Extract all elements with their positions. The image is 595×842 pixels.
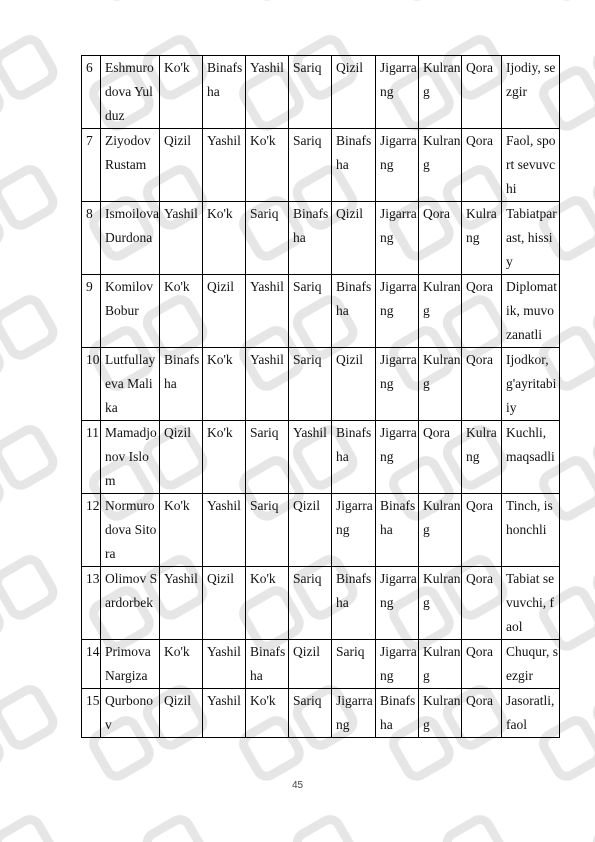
traits-cell: Diplomatik, muvozanatli bbox=[502, 275, 560, 348]
student-name-cell: Qurbonov bbox=[101, 689, 160, 738]
color-4-cell: Sariq bbox=[289, 129, 332, 202]
color-7-cell: Kulrang bbox=[419, 275, 462, 348]
traits-cell: Tinch, ishonchli bbox=[502, 494, 560, 567]
color-3-cell: Yashil bbox=[246, 348, 289, 421]
color-7-cell: Qora bbox=[419, 421, 462, 494]
watermark-mark bbox=[90, 816, 207, 842]
color-5-cell: Qizil bbox=[332, 348, 376, 421]
traits-cell: Tabiatparast, hissiy bbox=[502, 202, 560, 275]
student-name-cell: Ziyodov Rustam bbox=[101, 129, 160, 202]
color-4-cell: Sariq bbox=[289, 348, 332, 421]
color-6-cell: Jigarrang bbox=[376, 348, 419, 421]
traits-cell: Faol, sport sevuvchi bbox=[502, 129, 560, 202]
color-7-cell: Kulrang bbox=[419, 689, 462, 738]
color-6-cell: Binafsha bbox=[376, 494, 419, 567]
traits-cell: Tabiat sevuvchi, faol bbox=[502, 567, 560, 640]
color-1-cell: Binafsha bbox=[160, 348, 203, 421]
color-4-cell: Binafsha bbox=[289, 202, 332, 275]
color-1-cell: Qizil bbox=[160, 689, 203, 738]
color-3-cell: Sariq bbox=[246, 421, 289, 494]
traits-cell: Ijodiy, sezgir bbox=[502, 56, 560, 129]
color-8-cell: Qora bbox=[462, 640, 502, 689]
color-7-cell: Kulrang bbox=[419, 640, 462, 689]
color-7-cell: Kulrang bbox=[419, 129, 462, 202]
color-3-cell: Binafsha bbox=[246, 640, 289, 689]
watermark-mark bbox=[0, 36, 57, 130]
color-6-cell: Jigarrang bbox=[376, 421, 419, 494]
color-3-cell: Ko'k bbox=[246, 567, 289, 640]
color-7-cell: Kulrang bbox=[419, 348, 462, 421]
color-5-cell: Binafsha bbox=[332, 275, 376, 348]
row-number-cell: 7 bbox=[82, 129, 101, 202]
color-7-cell: Qora bbox=[419, 202, 462, 275]
color-2-cell: Qizil bbox=[203, 567, 246, 640]
row-number-cell: 11 bbox=[82, 421, 101, 494]
color-2-cell: Ko'k bbox=[203, 348, 246, 421]
color-2-cell: Qizil bbox=[203, 275, 246, 348]
color-2-cell: Binafsha bbox=[203, 56, 246, 129]
color-1-cell: Qizil bbox=[160, 129, 203, 202]
color-2-cell: Yashil bbox=[203, 689, 246, 738]
color-1-cell: Yashil bbox=[160, 567, 203, 640]
color-2-cell: Ko'k bbox=[203, 421, 246, 494]
student-name-cell: Eshmurodova Yulduz bbox=[101, 56, 160, 129]
table-row bbox=[82, 494, 560, 567]
student-name-cell: Olimov Sardorbek bbox=[101, 567, 160, 640]
color-8-cell: Qora bbox=[462, 494, 502, 567]
table-row bbox=[82, 275, 560, 348]
student-name-cell: Lutfullayeva Malika bbox=[101, 348, 160, 421]
watermark-mark bbox=[0, 816, 57, 842]
color-8-cell: Qora bbox=[462, 348, 502, 421]
color-2-cell: Yashil bbox=[203, 494, 246, 567]
row-number-cell: 6 bbox=[82, 56, 101, 129]
color-1-cell: Qizil bbox=[160, 421, 203, 494]
table-row bbox=[82, 421, 560, 494]
color-3-cell: Ko'k bbox=[246, 689, 289, 738]
color-3-cell: Sariq bbox=[246, 494, 289, 567]
color-8-cell: Qora bbox=[462, 689, 502, 738]
student-name-cell: Ismoilova Durdona bbox=[101, 202, 160, 275]
watermark-mark bbox=[0, 166, 57, 260]
color-4-cell: Sariq bbox=[289, 56, 332, 129]
color-5-cell: Qizil bbox=[332, 202, 376, 275]
color-5-cell: Binafsha bbox=[332, 421, 376, 494]
data-table bbox=[81, 55, 560, 738]
row-number-cell: 9 bbox=[82, 275, 101, 348]
row-number-cell: 15 bbox=[82, 689, 101, 738]
traits-cell: Chuqur, sezgir bbox=[502, 640, 560, 689]
color-5-cell: Binafsha bbox=[332, 567, 376, 640]
table-row bbox=[82, 348, 560, 421]
watermark-mark bbox=[390, 816, 507, 842]
color-7-cell: Kulrang bbox=[419, 56, 462, 129]
color-8-cell: Qora bbox=[462, 567, 502, 640]
row-number-cell: 12 bbox=[82, 494, 101, 567]
color-6-cell: Jigarrang bbox=[376, 640, 419, 689]
row-number-cell: 8 bbox=[82, 202, 101, 275]
row-number-cell: 14 bbox=[82, 640, 101, 689]
color-4-cell: Yashil bbox=[289, 421, 332, 494]
student-name-cell: Komilov Bobur bbox=[101, 275, 160, 348]
color-6-cell: Jigarrang bbox=[376, 129, 419, 202]
color-5-cell: Binafsha bbox=[332, 129, 376, 202]
page-number: 45 bbox=[291, 780, 304, 791]
color-7-cell: Kulrang bbox=[419, 567, 462, 640]
table-row bbox=[82, 689, 560, 738]
student-name-cell: Mamadjonov Islom bbox=[101, 421, 160, 494]
watermark-mark bbox=[240, 816, 357, 842]
color-1-cell: Yashil bbox=[160, 202, 203, 275]
watermark-mark bbox=[0, 686, 57, 780]
watermark-mark bbox=[0, 426, 57, 520]
color-8-cell: Qora bbox=[462, 56, 502, 129]
color-6-cell: Jigarrang bbox=[376, 567, 419, 640]
traits-cell: Jasoratli, faol bbox=[502, 689, 560, 738]
color-1-cell: Ko'k bbox=[160, 640, 203, 689]
color-3-cell: Ko'k bbox=[246, 129, 289, 202]
watermark-mark bbox=[540, 816, 595, 842]
color-3-cell: Yashil bbox=[246, 56, 289, 129]
watermark-mark bbox=[0, 296, 57, 390]
color-4-cell: Sariq bbox=[289, 275, 332, 348]
table-row bbox=[82, 202, 560, 275]
traits-cell: Kuchli, maqsadli bbox=[502, 421, 560, 494]
color-6-cell: Jigarrang bbox=[376, 275, 419, 348]
color-1-cell: Ko'k bbox=[160, 275, 203, 348]
student-name-cell: Normurodova Sitora bbox=[101, 494, 160, 567]
color-6-cell: Jigarrang bbox=[376, 56, 419, 129]
color-4-cell: Qizil bbox=[289, 494, 332, 567]
color-4-cell: Sariq bbox=[289, 567, 332, 640]
color-8-cell: Kulrang bbox=[462, 202, 502, 275]
color-4-cell: Qizil bbox=[289, 640, 332, 689]
traits-cell: Ijodkor, g'ayritabiiy bbox=[502, 348, 560, 421]
table-row bbox=[82, 567, 560, 640]
color-6-cell: Binafsha bbox=[376, 689, 419, 738]
color-2-cell: Ko'k bbox=[203, 202, 246, 275]
color-8-cell: Qora bbox=[462, 129, 502, 202]
color-3-cell: Sariq bbox=[246, 202, 289, 275]
watermark-mark bbox=[0, 556, 57, 650]
student-name-cell: Primova Nargiza bbox=[101, 640, 160, 689]
color-2-cell: Yashil bbox=[203, 129, 246, 202]
table-row bbox=[82, 640, 560, 689]
row-number-cell: 13 bbox=[82, 567, 101, 640]
color-8-cell: Qora bbox=[462, 275, 502, 348]
color-5-cell: Jigarrang bbox=[332, 689, 376, 738]
color-1-cell: Ko'k bbox=[160, 56, 203, 129]
table-row bbox=[82, 129, 560, 202]
row-number-cell: 10 bbox=[82, 348, 101, 421]
color-5-cell: Qizil bbox=[332, 56, 376, 129]
color-3-cell: Yashil bbox=[246, 275, 289, 348]
color-2-cell: Yashil bbox=[203, 640, 246, 689]
color-6-cell: Jigarrang bbox=[376, 202, 419, 275]
color-4-cell: Sariq bbox=[289, 689, 332, 738]
color-7-cell: Kulrang bbox=[419, 494, 462, 567]
color-5-cell: Jigarrang bbox=[332, 494, 376, 567]
table-row bbox=[82, 56, 560, 129]
color-1-cell: Ko'k bbox=[160, 494, 203, 567]
color-5-cell: Sariq bbox=[332, 640, 376, 689]
color-8-cell: Kulrang bbox=[462, 421, 502, 494]
